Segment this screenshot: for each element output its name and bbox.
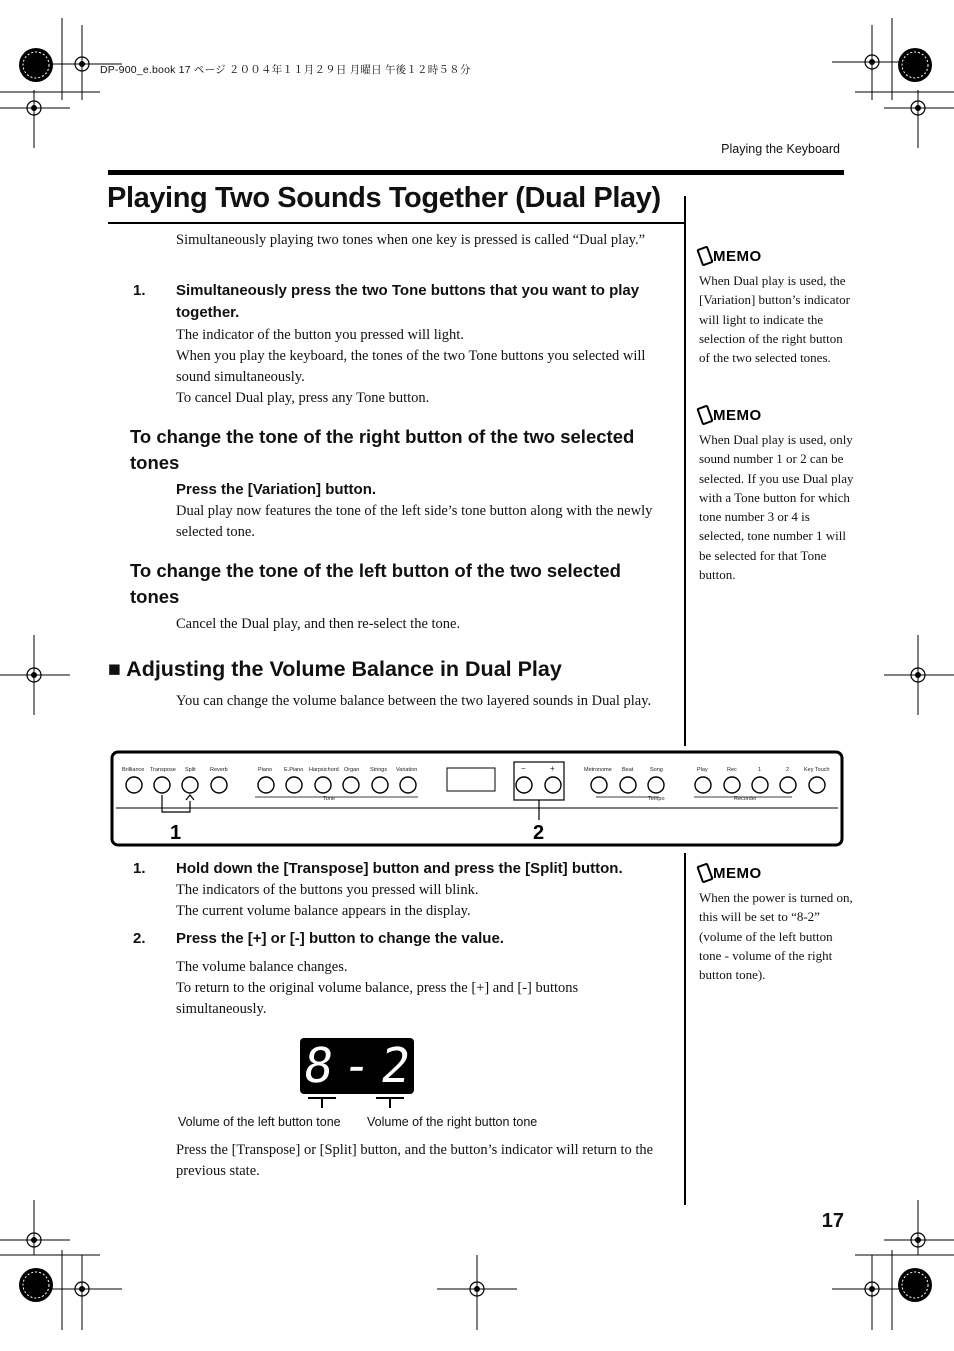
section-text: Dual play now features the tone of the left side’s tone button along with the newly selected tone. bbox=[176, 503, 653, 540]
step-line: The current volume balance appears in the display. bbox=[176, 903, 471, 919]
panel-button-label: Brilliance bbox=[122, 767, 145, 773]
intro-text: Simultaneously playing two tones when one key is pressed is called “Dual play.” bbox=[176, 232, 645, 248]
column-divider-lower bbox=[684, 853, 686, 1205]
step-title: Simultaneously press the two Tone buttons that you want to play together. bbox=[176, 282, 640, 321]
panel-button-label: Metronome bbox=[584, 767, 612, 773]
track2-button bbox=[780, 777, 796, 793]
display-brackets bbox=[300, 1094, 420, 1114]
panel-button-label: Rec bbox=[727, 767, 737, 773]
memo-block bbox=[699, 864, 854, 984]
plus-label: + bbox=[550, 764, 555, 773]
plus-button bbox=[545, 777, 561, 793]
panel-button-label: Key Touch bbox=[804, 767, 830, 773]
panel-button-label: 2 bbox=[786, 767, 790, 773]
panel-metronome-group bbox=[584, 767, 664, 793]
page-number: 17 bbox=[821, 1210, 844, 1232]
step-number: 1. bbox=[133, 282, 146, 299]
step-number: 1. bbox=[133, 860, 146, 877]
memo-badge: MEMO bbox=[713, 864, 762, 882]
recorder-label: Recorder bbox=[734, 796, 757, 802]
key-touch-button bbox=[809, 777, 825, 793]
step-title: Hold down the [Transpose] button and press the [Split] button. bbox=[176, 860, 623, 877]
panel-button-label: Harpsichord bbox=[309, 767, 339, 773]
section-text: Cancel the Dual play, and then re-select the tone. bbox=[176, 616, 461, 632]
panel-button-label: E.Piano bbox=[284, 767, 304, 773]
memo-icon bbox=[696, 404, 713, 425]
panel-button-label: Piano bbox=[258, 767, 273, 773]
header-rule bbox=[108, 170, 844, 175]
organ-button bbox=[343, 777, 359, 793]
beat-button bbox=[620, 777, 636, 793]
panel-button-label: Variation bbox=[396, 767, 418, 773]
section-heading-right: To change the tone of the right button of the two selected tones bbox=[130, 426, 635, 473]
running-header: Playing the Keyboard bbox=[721, 142, 840, 156]
rec-button bbox=[724, 777, 740, 793]
memo-icon bbox=[696, 245, 713, 266]
step-title: Press the [Variation] button. bbox=[176, 481, 377, 498]
led-dash: - bbox=[338, 1038, 376, 1094]
tone-label: Tone bbox=[323, 796, 335, 802]
e-piano-button bbox=[286, 777, 302, 793]
led-display bbox=[300, 1038, 414, 1094]
strings-button bbox=[372, 777, 388, 793]
led-left-digit: 8 bbox=[300, 1038, 337, 1094]
minus-label: − bbox=[521, 764, 526, 773]
section-text: You can change the volume balance between the two layered sounds in Dual play. bbox=[176, 693, 652, 709]
memo-badge: MEMO bbox=[713, 247, 762, 265]
section-heading-volume: ■ Adjusting the Volume Balance in Dual Play bbox=[108, 657, 562, 681]
led-right-digit: 2 bbox=[377, 1038, 414, 1094]
play-button bbox=[695, 777, 711, 793]
step-line: To return to the original volume balance, press the [+] and [-] buttons simultaneously. bbox=[176, 980, 579, 1017]
section-heading-left: To change the tone of the left button of the two selected tones bbox=[130, 560, 621, 607]
piano-button bbox=[258, 777, 274, 793]
step-line: The indicators of the buttons you pressed will blink. bbox=[176, 882, 479, 898]
panel-display bbox=[447, 768, 495, 791]
reverb-button bbox=[211, 777, 227, 793]
memo-block bbox=[699, 406, 854, 584]
title-rule bbox=[108, 222, 686, 224]
memo-text: When Dual play is used, the [Variation] button’s indicator will light to indicate the selection of the right button of the two selected tones. bbox=[699, 273, 850, 366]
callout-1: 1 bbox=[170, 822, 182, 844]
book-header: DP-900_e.book 17 ページ ２００４年１１月２９日 月曜日 午後１２時５８分 bbox=[100, 64, 471, 76]
panel-button-label: Beat bbox=[622, 767, 634, 773]
harpsichord-button bbox=[315, 777, 331, 793]
step-line: The indicator of the button you pressed will light. bbox=[176, 327, 464, 343]
split-button bbox=[182, 777, 198, 793]
step-line: To cancel Dual play, press any Tone button. bbox=[176, 390, 430, 406]
panel-button-label: 1 bbox=[758, 767, 762, 773]
display-right-caption: Volume of the right button tone bbox=[367, 1115, 538, 1129]
memo-text: When Dual play is used, only sound number 1 or 2 can be selected. If you use Dual play with a Tone button for which tone number 3 or 4 is selected, tone number 1 will be selected for that Tone button. bbox=[699, 432, 854, 583]
panel-button-label: Transpose bbox=[150, 767, 176, 773]
step-line: The volume balance changes. bbox=[176, 959, 348, 975]
step-number: 2. bbox=[133, 930, 146, 947]
closing-text: Press the [Transpose] or [Split] button, and the button’s indicator will return to the previous state. bbox=[176, 1142, 654, 1179]
song-button bbox=[648, 777, 664, 793]
panel-button-label: Strings bbox=[370, 767, 388, 773]
brilliance-button bbox=[126, 777, 142, 793]
column-divider bbox=[684, 196, 686, 746]
panel-illustration bbox=[110, 750, 845, 850]
minus-button bbox=[516, 777, 532, 793]
callout-2: 2 bbox=[533, 822, 545, 844]
memo-icon bbox=[696, 862, 713, 883]
display-left-caption: Volume of the left button tone bbox=[178, 1115, 341, 1129]
panel-button-label: Play bbox=[697, 767, 708, 773]
variation-button bbox=[400, 777, 416, 793]
panel-button-label: Reverb bbox=[210, 767, 228, 773]
tempo-label: Tempo bbox=[648, 796, 665, 802]
memo-block bbox=[699, 247, 854, 367]
page-title: Playing Two Sounds Together (Dual Play) bbox=[107, 182, 661, 214]
metronome-button bbox=[591, 777, 607, 793]
panel-button-label: Organ bbox=[344, 767, 360, 773]
panel-button-label: Split bbox=[185, 767, 196, 773]
step-title: Press the [+] or [-] button to change the value. bbox=[176, 930, 504, 947]
panel-button-label: Song bbox=[650, 767, 663, 773]
transpose-button bbox=[154, 777, 170, 793]
memo-text: When the power is turned on, this will be set to “8-2” (volume of the left button tone - volume of the right button tone). bbox=[699, 890, 853, 983]
memo-badge: MEMO bbox=[713, 406, 762, 424]
step-line: When you play the keyboard, the tones of the two Tone buttons you selected will sound simultaneously. bbox=[176, 348, 646, 385]
track1-button bbox=[752, 777, 768, 793]
